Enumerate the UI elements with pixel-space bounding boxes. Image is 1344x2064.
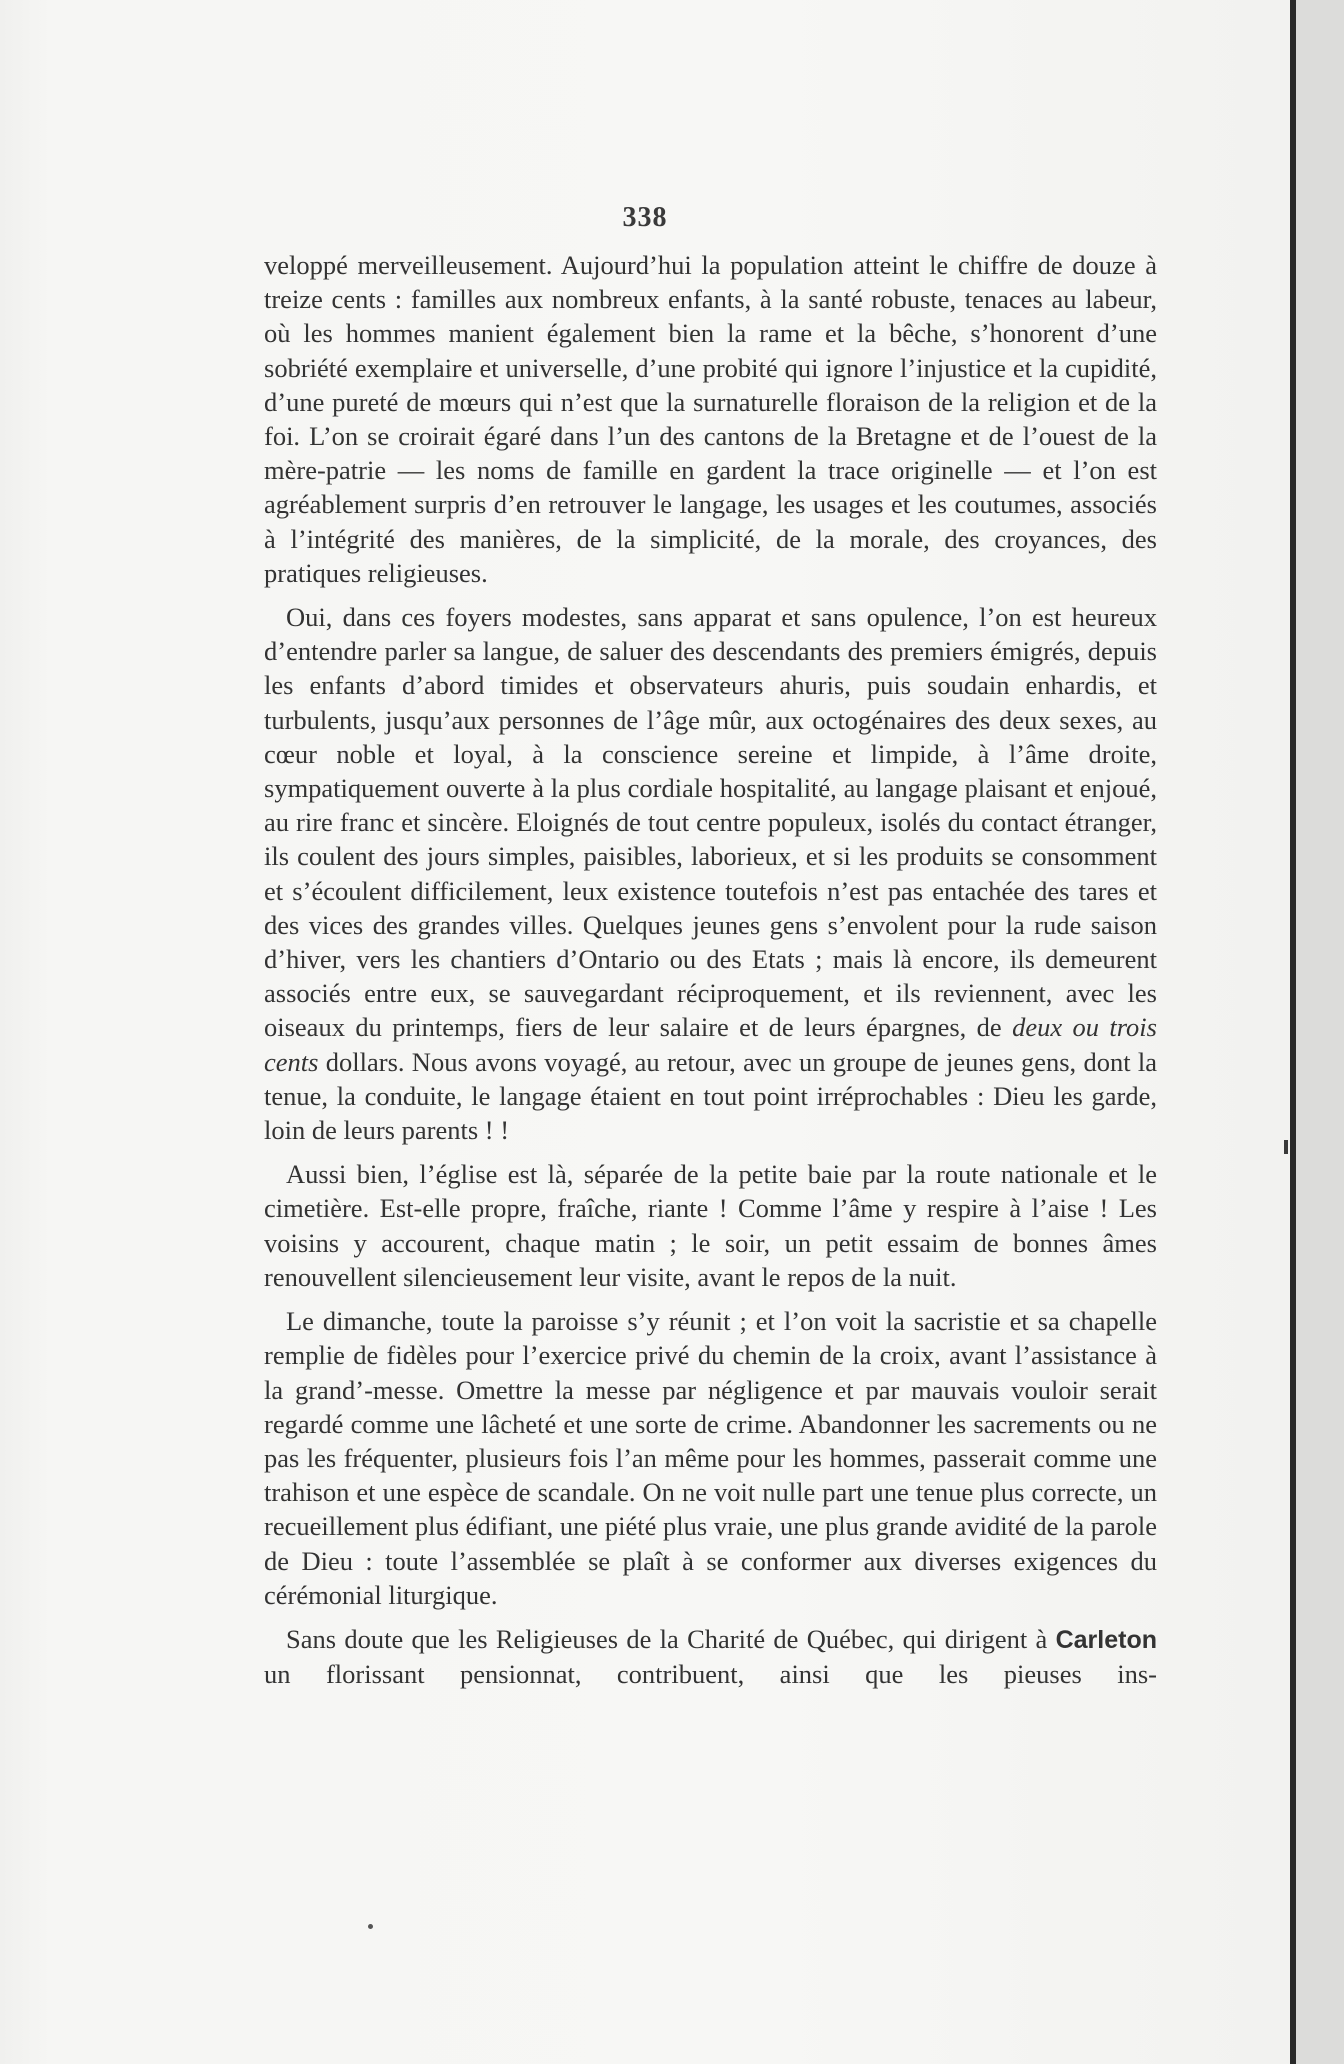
paragraph-2-text-b: dollars. Nous avons voyagé, au retour, avec un groupe de jeunes gens, dont la tenue, la conduite, le langage étaient en tout point irréprochables : Dieu les garde, loin de leurs parents ! ! bbox=[264, 1046, 1157, 1146]
page-number: 338 bbox=[622, 202, 668, 233]
paragraph-3 bbox=[264, 1157, 1157, 1294]
page-edge-mark bbox=[1284, 1140, 1288, 1154]
place-name-carleton: Carleton bbox=[1055, 1625, 1157, 1654]
paragraph-1 bbox=[264, 248, 1157, 590]
backing-sheet bbox=[1296, 0, 1344, 2064]
paragraph-5-text-a: Sans doute que les Religieuses de la Charité de Québec, qui dirigent à bbox=[286, 1623, 1056, 1654]
paragraph-4 bbox=[264, 1304, 1157, 1612]
paragraph-1-text: veloppé merveilleusement. Aujourd’hui la population atteint le chiffre de douze à treize cents : familles aux nombreux enfants, à la santé robuste, tenaces au labeur, où les hommes manient également bien la rame et la bêche, s’honorent d’une sobriété exemplaire et universelle, d’une probité qui ignore l’injustice et la cupidité, d’une pureté de mœurs qui n’est que la surnaturelle floraison de la religion et de la foi. L’on se croirait égaré dans l’un des cantons de la Bretagne et de l’ouest de la mère-patrie — les noms de famille en gardent la trace originelle — et l’on est agréablement surpris d’en retrouver le langage, les usages et les coutumes, associés à l’intégrité des manières, de la simplicité, de la morale, des croyances, des pratiques religieuses. bbox=[264, 250, 1157, 588]
paragraph-5 bbox=[264, 1622, 1157, 1691]
paragraph-4-text: Le dimanche, toute la paroisse s’y réunit ; et l’on voit la sacristie et sa chapelle remplie de fidèles pour l’exercice privé du chemin de la croix, avant l’assistance à la grand’-messe. Omettre la messe par négligence et par mauvais vouloir serait regardé comme une lâcheté et une sorte de crime. Abandonner les sacrements ou ne pas les fréquenter, plusieurs fois l’an même pour les hommes, passerait comme une trahison et une espèce de scandale. On ne voit nulle part une tenue plus correcte, un recueillement plus édifiant, une piété plus vraie, une plus grande avidité de la parole de Dieu : toute l’assemblée se plaît à se conformer aux diverses exigences du cérémonial liturgique. bbox=[264, 1306, 1157, 1610]
body-text bbox=[264, 248, 1157, 1701]
paragraph-3-text: Aussi bien, l’église est là, séparée de la petite baie par la route nationale et le cimetière. Est-elle propre, fraîche, riante ! Comme l’âme y respire à l’aise ! Les voisins y accourent, chaque matin ; le soir, un petit essaim de bonnes âmes renouvellent silencieusement leur visite, avant le repos de la nuit. bbox=[264, 1159, 1157, 1292]
paragraph-2-italic-amount: deux ou trois cents bbox=[264, 1012, 1157, 1077]
ink-speck bbox=[368, 1924, 373, 1929]
paragraph-5-text-b: un florissant pensionnat, contribuent, ainsi que les pieuses ins- bbox=[264, 1659, 1157, 1690]
paragraph-2-text-a: Oui, dans ces foyers modestes, sans apparat et sans opulence, l’on est heureux d’entendre parler sa langue, de saluer des descendants des premiers émigrés, depuis les enfants d’abord timides et observateurs ahuris, puis soudain enhardis, et turbulents, jusqu’aux personnes de l’âge mûr, aux octogénaires des deux sexes, au cœur noble et loyal, à la conscience sereine et limpide, à l’âme droite, sympatiquement ouverte à la plus cordiale hospitalité, au langage plaisant et enjoué, au rire franc et sincère. Eloignés de tout centre populeux, isolés du contact étranger, ils coulent des jours simples, paisibles, laborieux, et si les produits se consomment et s’écoulent difficilement, leux existence toutefois n’est pas entachée des tares et des vices des grandes villes. Quelques jeunes gens s’envolent pour la rude saison d’hiver, vers les chantiers d’Ontario ou des Etats ; mais là encore, ils demeurent associés entre eux, se sauvegardant réciproquement, et ils reviennent, avec les oiseaux du printemps, fiers de leur salaire et de leurs épargnes, de bbox=[264, 602, 1157, 1043]
paragraph-2 bbox=[264, 600, 1157, 1147]
